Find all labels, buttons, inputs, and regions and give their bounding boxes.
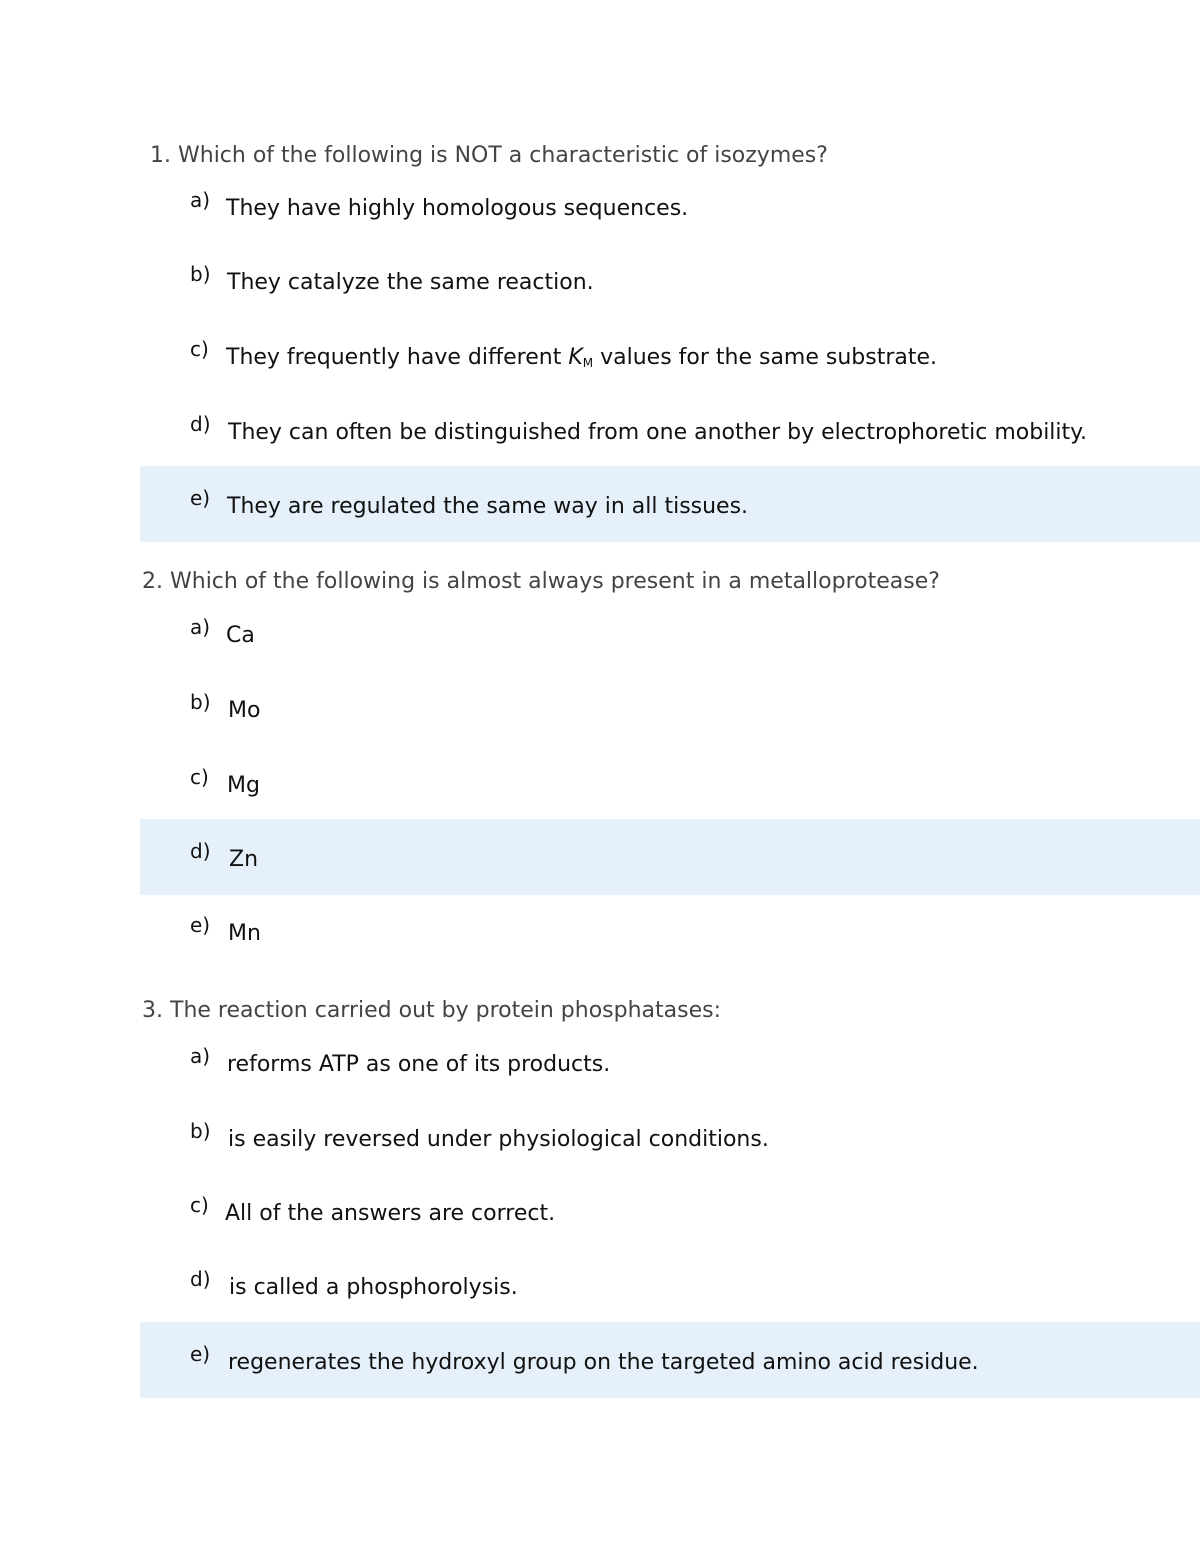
- option-letter: b): [190, 1119, 211, 1143]
- option-text: Zn: [229, 847, 259, 872]
- km-subscript: M: [582, 356, 594, 370]
- option-text: Ca: [226, 623, 255, 648]
- question-text: The reaction carried out by protein phosphatases:: [170, 998, 721, 1023]
- option-letter: d): [190, 412, 211, 436]
- option-text: They can often be distinguished from one another by electrophoretic mobility.: [228, 420, 1088, 445]
- question-3: [142, 1000, 721, 1022]
- option-letter: e): [190, 486, 211, 510]
- question-text: Which of the following is NOT a characteristic of isozymes?: [178, 143, 828, 168]
- question-2: [142, 571, 940, 593]
- question-text: Which of the following is almost always present in a metalloprotease?: [170, 569, 940, 594]
- option-text: Mo: [228, 698, 261, 723]
- option-letter: c): [190, 765, 209, 789]
- option-text: All of the answers are correct.: [225, 1201, 556, 1226]
- question-1: [150, 145, 828, 167]
- option-letter: c): [190, 337, 209, 361]
- option-letter: a): [190, 1044, 211, 1068]
- option-letter: c): [190, 1193, 209, 1217]
- option-text: is called a phosphorolysis.: [229, 1275, 518, 1300]
- option-letter: b): [190, 262, 211, 286]
- option-text: regenerates the hydroxyl group on the targeted amino acid residue.: [228, 1350, 979, 1375]
- answer-highlight-2: [140, 819, 1200, 895]
- option-text: Mn: [228, 921, 261, 946]
- option-letter: b): [190, 690, 211, 714]
- option-text: reforms ATP as one of its products.: [227, 1052, 611, 1077]
- option-letter: a): [190, 188, 211, 212]
- option-text: They are regulated the same way in all tissues.: [227, 494, 749, 519]
- option-text-after: values for the same substrate.: [593, 345, 938, 370]
- question-number: 1.: [150, 143, 171, 168]
- km-variable: K: [568, 345, 583, 370]
- option-text: They catalyze the same reaction.: [227, 270, 594, 295]
- option-letter: d): [190, 839, 211, 863]
- question-number: 2.: [142, 569, 163, 594]
- option-letter: a): [190, 615, 211, 639]
- question-number: 3.: [142, 998, 163, 1023]
- option-letter: e): [190, 913, 211, 937]
- option-text: [226, 347, 937, 369]
- option-text: is easily reversed under physiological conditions.: [228, 1127, 769, 1152]
- option-text-before: They frequently have different: [226, 345, 569, 370]
- option-text: They have highly homologous sequences.: [226, 196, 689, 221]
- option-text: Mg: [227, 773, 260, 798]
- option-letter: e): [190, 1342, 211, 1366]
- option-letter: d): [190, 1267, 211, 1291]
